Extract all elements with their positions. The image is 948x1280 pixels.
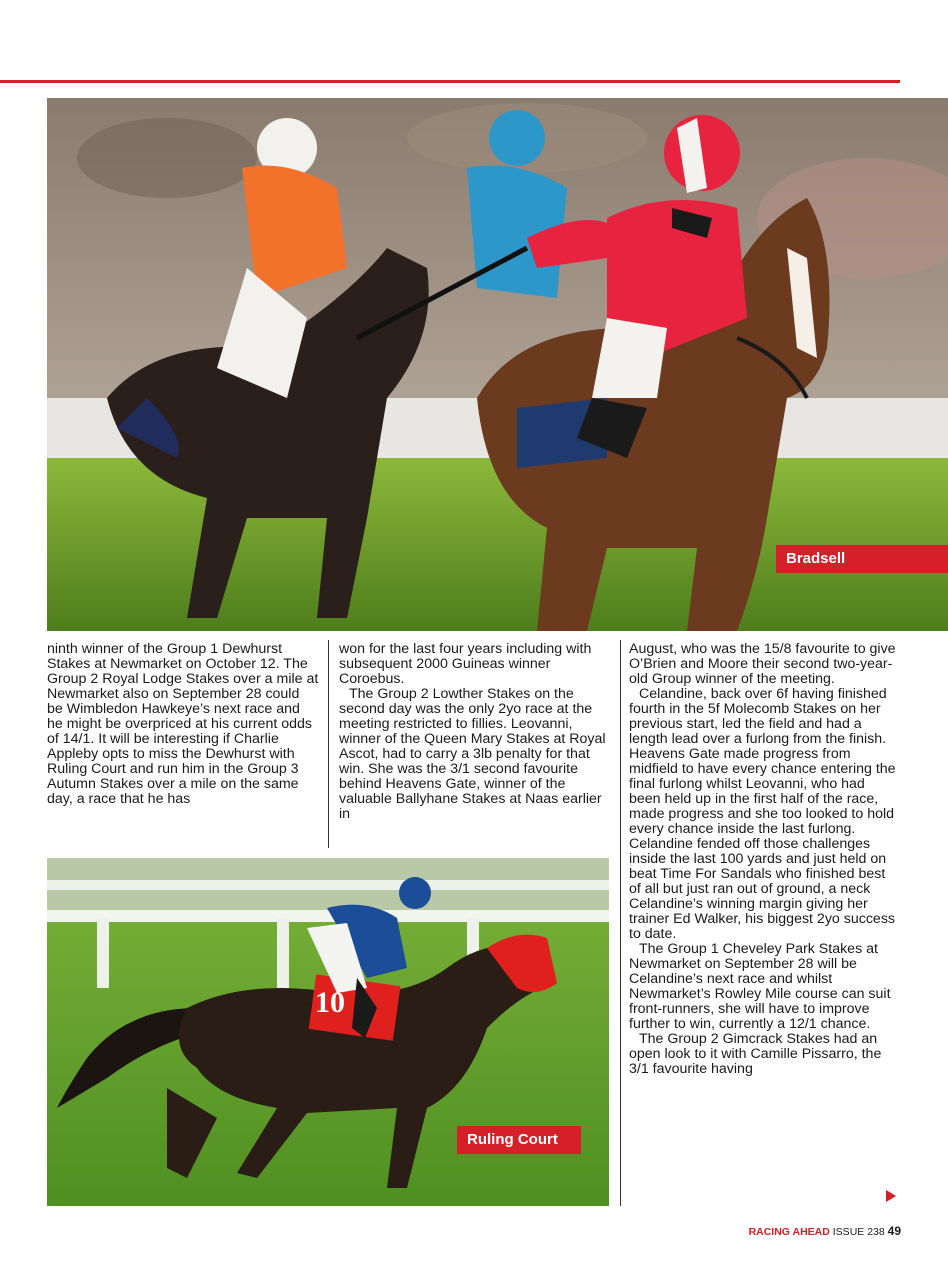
top-red-rule [0,80,900,83]
paragraph: Celandine, back over 6f having finished fourth in the 5f Molecomb Stakes on her previous start, led the field and had a length lead over a furlong from the finish. Heavens Gate made progress from midfield to have every chance entering the final furlong whilst Leovanni, who had been held up in the first half of the race, made progress and she too looked to hold every chance inside the last furlong. Celandine fended off those challenges inside the last 100 yards and just held on beat Time For Sandals who finished best of all but just ran out of ground, a neck Celandine’s winning margin giving her trainer Ed Walker, his biggest 2yo success to date. [629,686,896,942]
paragraph: The Group 1 Cheveley Park Stakes at Newmarket on September 28 will be Celandine’s next race and whilst Newmarket’s Rowley Mile course can suit front-runners, she will have to improve further to win, currently a 12/1 chance. [629,941,891,1032]
photo-caption: Bradsell [776,545,948,573]
page-footer [749,1224,901,1239]
article-column-2 [339,642,611,822]
column-divider [620,640,621,1206]
continue-arrow-icon [886,1190,896,1202]
article-column-1 [47,642,319,807]
paragraph: won for the last four years including with subsequent 2000 Guineas winner Coroebus. [339,641,592,687]
ruling-court-photo [47,858,609,1206]
page-number: 49 [887,1224,901,1238]
article-column-3 [629,642,899,1077]
paragraph: August, who was the 15/8 favourite to give O’Brien and Moore their second two-year-old Group winner of the meeting. [629,641,896,687]
paragraph: The Group 2 Gimcrack Stakes had an open look to it with Camille Pissarro, the 3/1 favourite having [629,1031,882,1077]
saddlecloth-number: 10 [315,986,345,1019]
publication-name: RACING AHEAD [748,1226,830,1238]
paragraph: The Group 2 Lowther Stakes on the second day was the only 2yo race at the meeting restricted to fillies. Leovanni, winner of the Queen Mary Stakes at Royal Ascot, had to carry a 3lb penalty for that win. She was the 3/1 second favourite behind Heavens Gate, winner of the valuable Ballyhane Stakes at Naas earlier in [339,686,606,822]
column-divider [328,640,329,848]
issue-number: ISSUE 238 [832,1226,885,1238]
bradsell-photo [47,98,948,631]
photo-caption: Ruling Court [457,1126,581,1154]
paragraph: ninth winner of the Group 1 Dewhurst Stakes at Newmarket on October 12. The Group 2 Royal Lodge Stakes over a mile at Newmarket also on September 28 could be Wimbledon Hawkeye’s next race and he might be overpriced at his current odds of 14/1. It will be interesting if Charlie Appleby opts to miss the Dewhurst with Ruling Court and run him in the Group 3 Autumn Stakes over a mile on the same day, a race that he has [47,641,319,807]
